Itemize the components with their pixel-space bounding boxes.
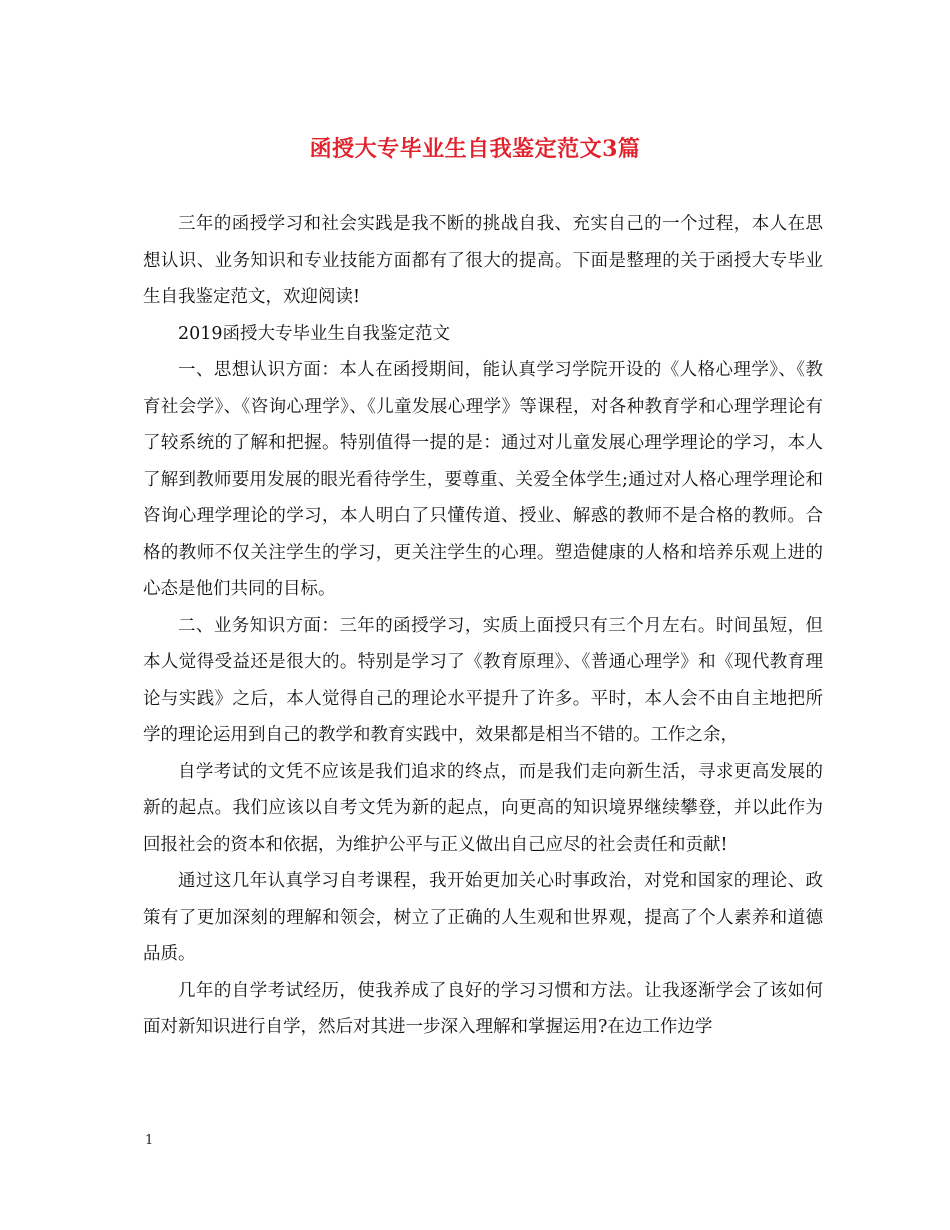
document-title: 函授大专毕业生自我鉴定范文3篇 bbox=[309, 136, 641, 162]
page-number: 1 bbox=[145, 1133, 154, 1148]
paragraph-intro: 三年的函授学习和社会实践是我不断的挑战自我、充实自己的一个过程，本人在思想认识、业务知识和专业技能方面都有了很大的提高。下面是整理的关于函授大专毕业生自我鉴定范文，欢迎阅读! bbox=[143, 214, 823, 307]
paragraph-habits: 几年的自学考试经历，使我养成了良好的学习习惯和方法。让我逐渐学会了该如何面对新知识进行自学，然后对其进一步深入理解和掌握运用?在边工作边学 bbox=[143, 980, 823, 1037]
paragraph-business: 二、业务知识方面：三年的函授学习，实质上面授只有三个月左右。时间虽短，但本人觉得受益还是很大的。特别是学习了《教育原理》、《普通心理学》和《现代教育理论与实践》之后，本人觉得自己的理论水平提升了许多。平时，本人会不由自主地把所学的理论运用到自己的教学和教育实践中，效果都是相当不错的。工作之余， bbox=[143, 615, 823, 745]
paragraph-thought: 一、思想认识方面：本人在函授期间，能认真学习学院开设的《人格心理学》、《教育社会学》、《咨询心理学》、《儿童发展心理学》等课程，对各种教育学和心理学理论有了较系统的了解和把握。特别值得一提的是：通过对儿童发展心理学理论的学习，本人了解到教师要用发展的眼光看待学生，要尊重、关爱全体学生;通过对人格心理学理论和咨询心理学理论的学习，本人明白了只懂传道、授业、解惑的教师不是合格的教师。合格的教师不仅关注学生的学习，更关注学生的心理。塑造健康的人格和培养乐观上进的心态是他们共同的目标。 bbox=[143, 360, 823, 599]
paragraph-politics: 通过这几年认真学习自考课程，我开始更加关心时事政治，对党和国家的理论、政策有了更加深刻的理解和领会，树立了正确的人生观和世界观，提高了个人素养和道德品质。 bbox=[143, 871, 823, 964]
paragraph-diploma: 自学考试的文凭不应该是我们追求的终点，而是我们走向新生活，寻求更高发展的新的起点。我们应该以自考文凭为新的起点，向更高的知识境界继续攀登，并以此作为回报社会的资本和依据，为维护公平与正义做出自己应尽的社会责任和贡献! bbox=[143, 761, 823, 855]
section-heading: 2019函授大专毕业生自我鉴定范文 bbox=[178, 323, 451, 344]
document-body bbox=[143, 206, 823, 1046]
